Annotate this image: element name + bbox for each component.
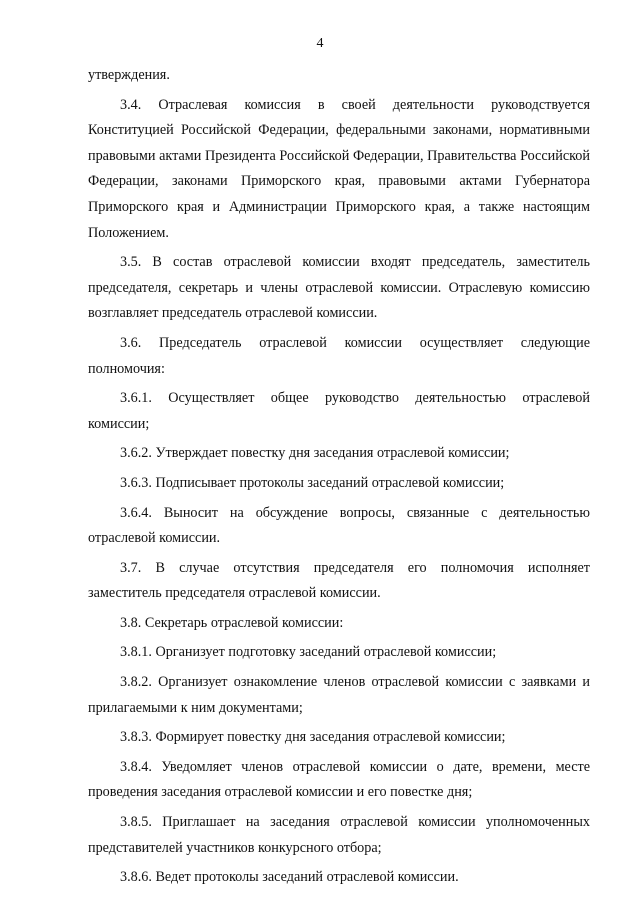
paragraph-3-6-2: 3.6.2. Утверждает повестку дня заседания отраслевой комиссии; — [120, 445, 510, 462]
paragraph-3-6-4: 3.6.4. Выносит на обсуждение вопросы, связанные с деятельностью отраслевой комиссии. — [88, 504, 590, 547]
paragraph-3-8: 3.8. Секретарь отраслевой комиссии: — [120, 614, 344, 631]
page-number: 4 — [316, 36, 324, 51]
paragraph-continuation: утверждения. — [88, 67, 170, 83]
paragraph-3-6-3: 3.6.3. Подписывает протоколы заседаний отраслевой комиссии; — [120, 474, 505, 491]
paragraph-3-8-5: 3.8.5. Приглашает на заседания отраслевой комиссии уполномоченных представителей участников конкурсного отбора; — [88, 814, 590, 856]
paragraph-3-8-4: 3.8.4. Уведомляет членов отраслевой комиссии о дате, времени, месте проведения заседания отраслевой комиссии и его повестке дня; — [88, 758, 590, 801]
paragraph-3-7: 3.7. В случае отсутствия председателя его полномочия исполняет заместитель председателя отраслевой комиссии. — [88, 559, 590, 602]
paragraph-3-5: 3.5. В состав отраслевой комиссии входят председатель, заместитель председателя, секретарь и члены отраслевой комиссии. Отраслевую комиссию возглавляет председатель отраслевой комиссии. — [88, 254, 590, 322]
paragraph-3-6: 3.6. Председатель отраслевой комиссии осуществляет следующие полномочия: — [88, 334, 590, 377]
paragraph-3-8-1: 3.8.1. Организует подготовку заседаний отраслевой комиссии; — [120, 644, 497, 661]
paragraph-3-4: 3.4. Отраслевая комиссия в своей деятельности руководствуется Конституцией Российской Федерации, федеральными законами, нормативными правовыми актами Президента Российской Федерации, Правительства Российской Федерации, законами Приморского края, правовыми актами Губернатора Приморского края и Администрации Приморского края, а также настоящим Положением. — [88, 96, 590, 241]
paragraph-3-6-1: 3.6.1. Осуществляет общее руководство деятельностью отраслевой комиссии; — [88, 390, 590, 432]
paragraph-3-8-6: 3.8.6. Ведет протоколы заседаний отраслевой комиссии. — [120, 869, 459, 886]
paragraph-3-8-3: 3.8.3. Формирует повестку дня заседания отраслевой комиссии; — [120, 729, 506, 746]
document-body — [88, 63, 590, 895]
paragraph-3-8-2: 3.8.2. Организует ознакомление членов отраслевой комиссии с заявками и прилагаемыми к ним документами; — [88, 674, 590, 716]
